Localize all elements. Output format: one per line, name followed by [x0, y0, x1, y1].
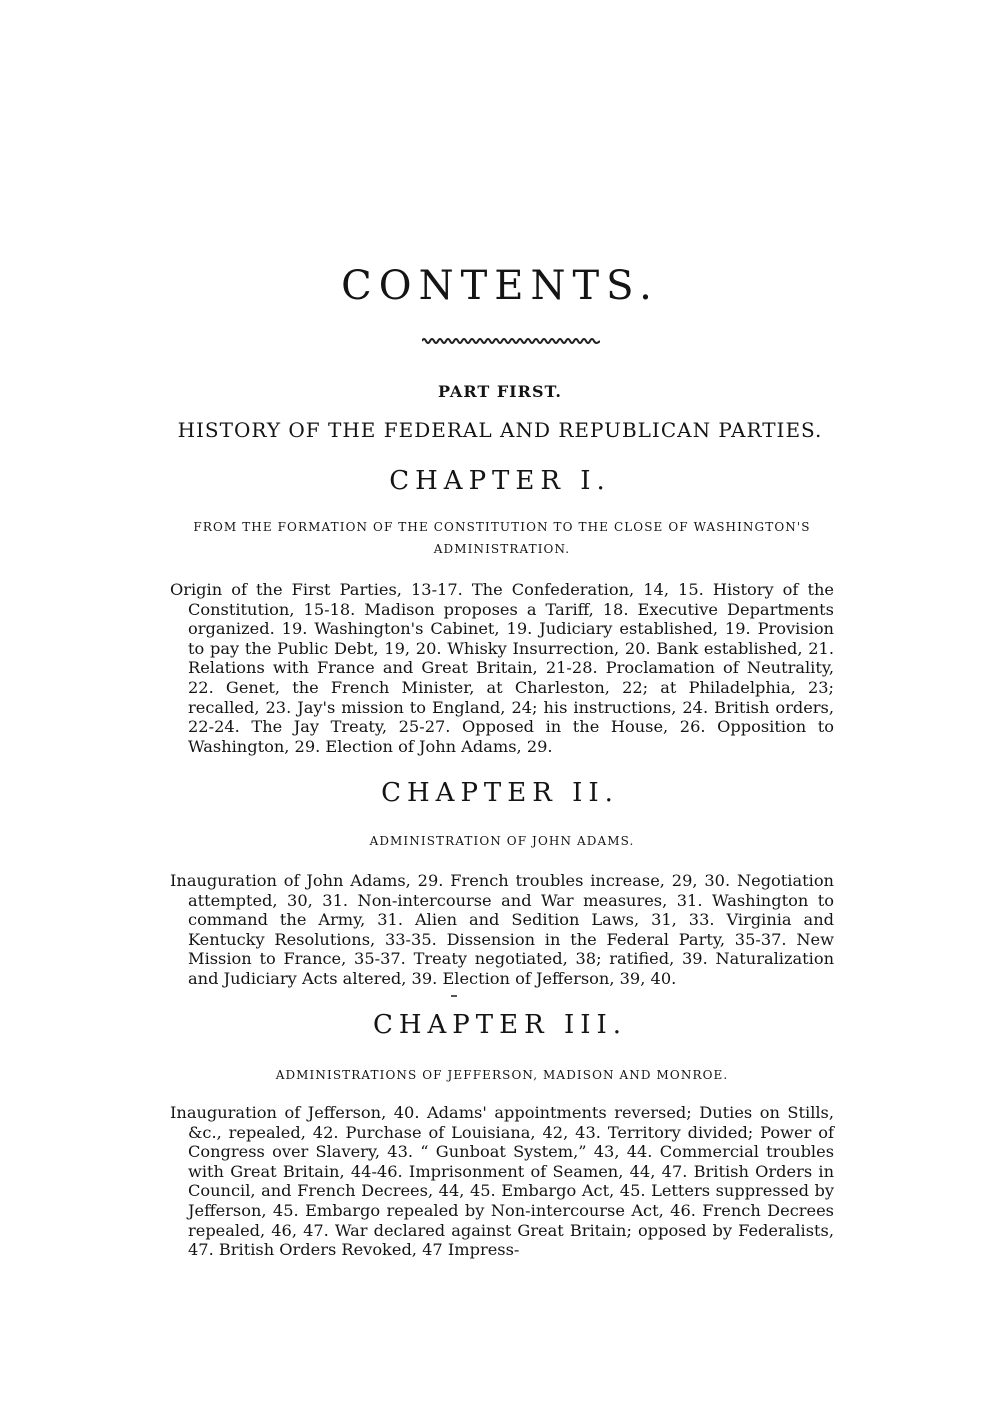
chapter-2-subtitle: ADMINISTRATION OF JOHN ADAMS. — [369, 834, 635, 848]
ornamental-rule — [422, 336, 600, 344]
chapter-2-heading: CHAPTER II. — [381, 778, 619, 808]
page-title: CONTENTS. — [341, 263, 659, 309]
chapter-3-heading: CHAPTER III. — [372, 1010, 628, 1040]
separator-mark — [451, 995, 457, 997]
chapter-1-heading: CHAPTER I. — [389, 466, 611, 496]
chapter-3-subtitle: ADMINISTRATIONS OF JEFFERSON, MADISON AND MONROE. — [275, 1068, 729, 1082]
chapter-3-summary: Inauguration of Jefferson, 40. Adams' appointments reversed; Duties on Stills, &c., repealed, 42. Purchase of Louisiana, 42, 43. Territory divided; Power of Congress over Slavery, 43. “ Gunboat System,” 43, 44. Commercial troubles with Great Britain, 44-46. Imprisonment of Seamen, 44, 47. British Orders in Council, and French Decrees, 44, 45. Embargo Act, 45. Letters suppressed by Jefferson, 45. Embargo repealed by Non-intercourse Act, 46. French Decrees repealed, 46, 47. War declared against Great Britain; opposed by Federalists, 47. British Orders Revoked, 47 Impress- — [170, 1103, 834, 1260]
part-label: PART FIRST. — [438, 382, 562, 401]
chapter-2-summary: Inauguration of John Adams, 29. French troubles increase, 29, 30. Negotiation attempted, 30, 31. Non-intercourse and War measures, 31. Washington to command the Army, 31. Alien and Sedition Laws, 31, 33. Virginia and Kentucky Resolutions, 33-35. Dissension in the Federal Party, 35-37. New Mission to France, 35-37. Treaty negotiated, 38; ratified, 39. Naturalization and Judiciary Acts altered, 39. Election of Jefferson, 39, 40. — [170, 871, 834, 988]
part-title: HISTORY OF THE FEDERAL AND REPUBLICAN PARTIES. — [177, 418, 823, 442]
chapter-1-summary: Origin of the First Parties, 13-17. The Confederation, 14, 15. History of the Constitution, 15-18. Madison proposes a Tariff, 18. Executive Departments organized. 19. Washington's Cabinet, 19. Judiciary established, 19. Provision to pay the Public Debt, 19, 20. Whisky Insurrection, 20. Bank established, 21. Relations with France and Great Britain, 21-28. Proclamation of Neutrality, 22. Genet, the French Minister, at Charleston, 22; at Philadelphia, 23; recalled, 23. Jay's mission to England, 24; his instructions, 24. British orders, 22-24. The Jay Treaty, 25-27. Opposed in the House, 26. Opposition to Washington, 29. Election of John Adams, 29. — [170, 580, 834, 756]
chapter-1-subtitle: FROM THE FORMATION OF THE CONSTITUTION TO THE CLOSE OF WASHINGTON'S ADMINISTRATION. — [193, 520, 811, 556]
